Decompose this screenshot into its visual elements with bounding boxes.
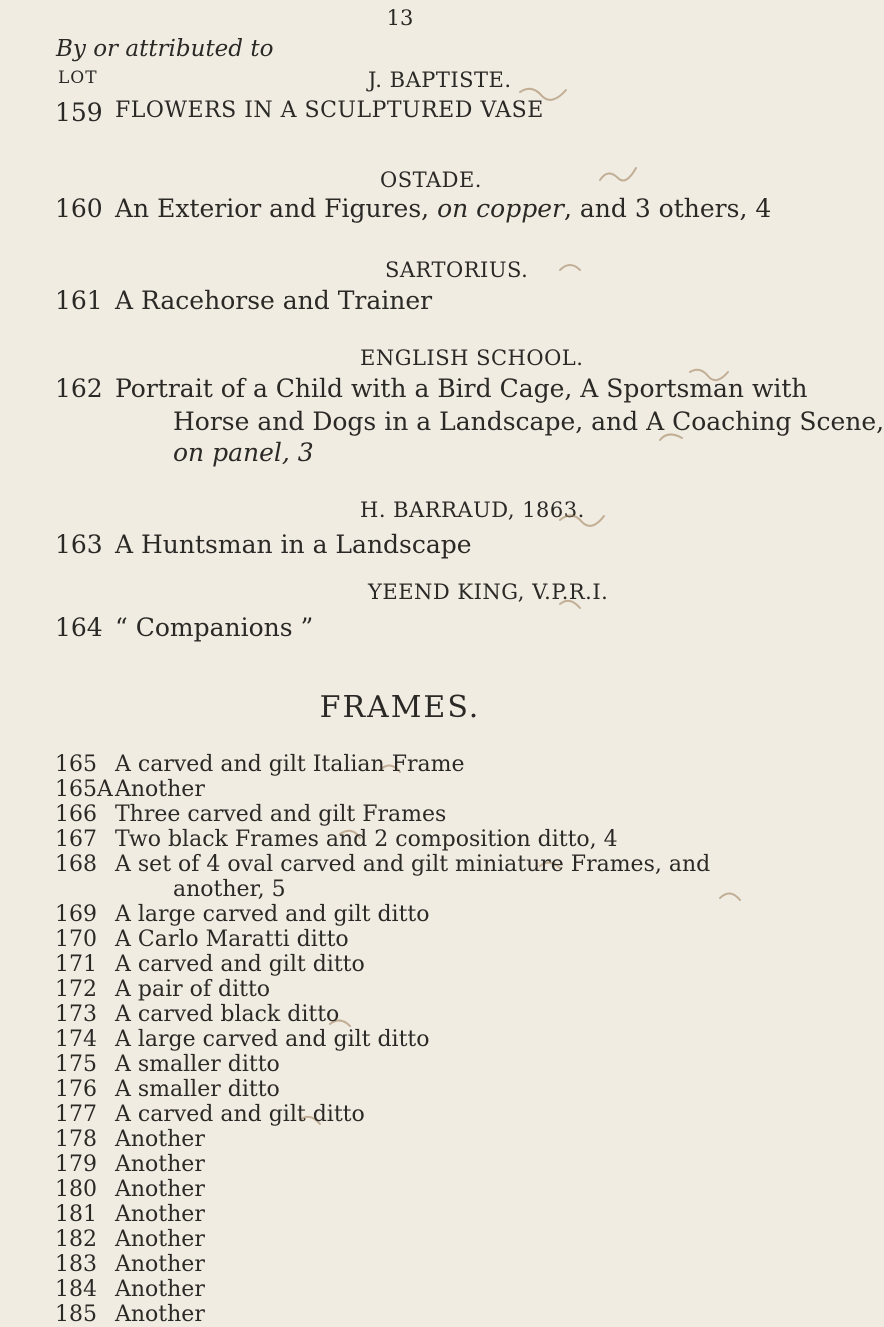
lot-number: 161 <box>55 286 103 315</box>
lot-description: A large carved and gilt ditto <box>115 902 430 927</box>
page-number: 13 <box>386 6 414 30</box>
lot-number: 165 <box>55 752 97 777</box>
section-title: FRAMES. <box>319 690 481 725</box>
lot-description: A carved black ditto <box>115 1002 340 1027</box>
lot-number: 183 <box>55 1252 97 1277</box>
lot-description: A pair of ditto <box>115 977 271 1002</box>
lot-description: Two black Frames and 2 composition ditto, 4 <box>115 827 618 852</box>
lot-number: 173 <box>55 1002 97 1027</box>
lot-number: 170 <box>55 927 97 952</box>
lot-column-header: LOT <box>58 68 98 88</box>
lot-description: Another <box>115 777 205 802</box>
lot-description: A smaller ditto <box>115 1077 280 1102</box>
lot-description-continued: Horse and Dogs in a Landscape, and A Coaching Scene, <box>173 407 884 436</box>
lot-description: A carved and gilt ditto <box>115 952 365 977</box>
lot-number: 165A <box>55 777 113 802</box>
lot-number: 164 <box>55 613 103 642</box>
lot-number: 181 <box>55 1202 97 1227</box>
lot-number: 163 <box>55 530 103 559</box>
lot-description: A carved and gilt ditto <box>115 1102 365 1127</box>
lot-number: 185 <box>55 1302 97 1327</box>
lot-description: “ Companions ” <box>115 613 314 642</box>
lot-number: 177 <box>55 1102 97 1127</box>
lot-number: 171 <box>55 952 97 977</box>
lot-description: Another <box>115 1177 205 1202</box>
lot-description: A Huntsman in a Landscape <box>115 530 472 559</box>
artist-heading: SARTORIUS. <box>385 258 529 282</box>
lot-description: Another <box>115 1152 205 1177</box>
lot-number: 166 <box>55 802 97 827</box>
lot-description: FLOWERS IN A SCULPTURED VASE <box>115 98 544 123</box>
byline: By or attributed to <box>56 36 274 62</box>
lot-description: A carved and gilt Italian Frame <box>115 752 465 777</box>
lot-description: Another <box>115 1202 205 1227</box>
lot-description: An Exterior and Figures, on copper, and 3 others, 4 <box>115 194 772 223</box>
lot-number: 178 <box>55 1127 97 1152</box>
artist-heading: J. BAPTISTE. <box>368 68 512 92</box>
lot-number: 159 <box>55 98 103 127</box>
lot-number: 180 <box>55 1177 97 1202</box>
lot-number: 182 <box>55 1227 97 1252</box>
artist-heading: H. BARRAUD, 1863. <box>360 498 585 522</box>
lot-number: 176 <box>55 1077 97 1102</box>
lot-description: A set of 4 oval carved and gilt miniature Frames, and <box>115 852 711 877</box>
lot-description: Another <box>115 1252 205 1277</box>
lot-number: 184 <box>55 1277 97 1302</box>
lot-description: A Racehorse and Trainer <box>115 286 433 315</box>
artist-heading: OSTADE. <box>380 168 482 192</box>
lot-description: Portrait of a Child with a Bird Cage, A Sportsman with <box>115 374 808 403</box>
lot-description: Another <box>115 1227 205 1252</box>
artist-heading: ENGLISH SCHOOL. <box>360 346 584 370</box>
lot-number: 172 <box>55 977 97 1002</box>
lot-description: Another <box>115 1302 205 1327</box>
lot-number: 169 <box>55 902 97 927</box>
artist-heading: YEEND KING, V.P.R.I. <box>368 580 609 604</box>
lot-description-continued: another, 5 <box>173 877 286 902</box>
lot-number: 174 <box>55 1027 97 1052</box>
lot-number: 179 <box>55 1152 97 1177</box>
lot-number: 168 <box>55 852 97 877</box>
lot-description: A large carved and gilt ditto <box>115 1027 430 1052</box>
lot-number: 175 <box>55 1052 97 1077</box>
lot-number: 160 <box>55 194 103 223</box>
lot-description: Another <box>115 1277 205 1302</box>
lot-description: A smaller ditto <box>115 1052 280 1077</box>
lot-description: Another <box>115 1127 205 1152</box>
lot-description-continued: on panel, 3 <box>173 438 314 467</box>
lot-description: A Carlo Maratti ditto <box>115 927 349 952</box>
lot-number: 162 <box>55 374 103 403</box>
lot-description: Three carved and gilt Frames <box>115 802 447 827</box>
lot-number: 167 <box>55 827 97 852</box>
